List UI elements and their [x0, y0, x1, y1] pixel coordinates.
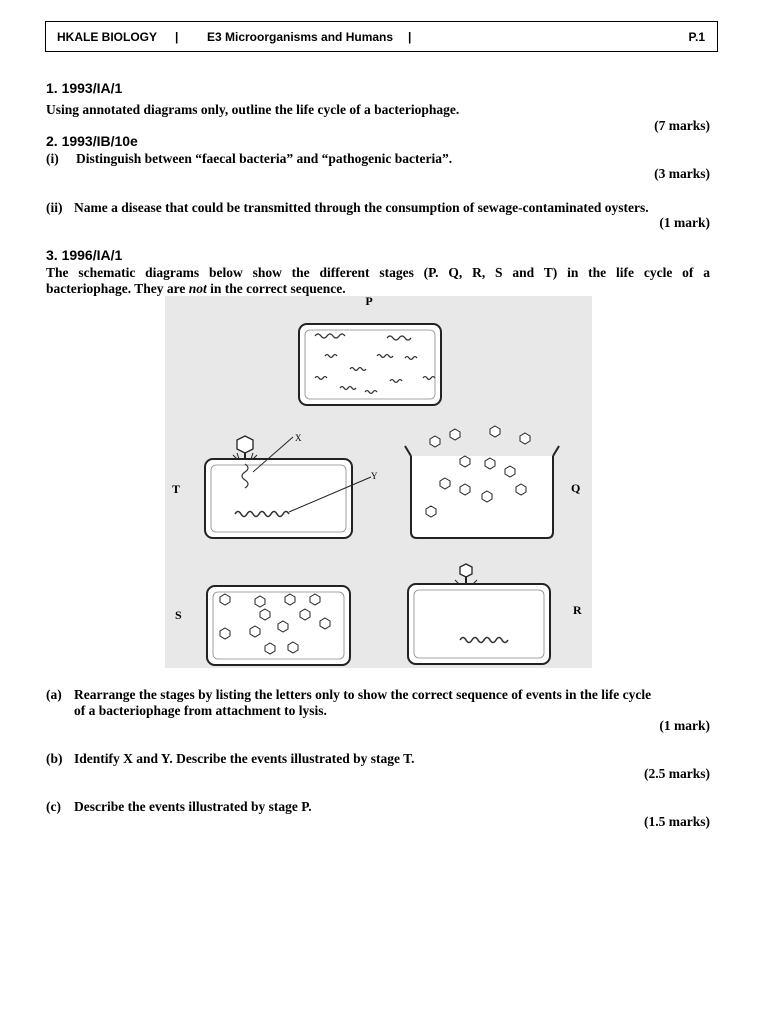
part-c-marks: (1.5 marks)	[644, 814, 710, 829]
bacteriophage-life-cycle-diagram	[165, 296, 592, 668]
question-2i-number: (i)	[46, 151, 59, 166]
question-2i-marks: (3 marks)	[654, 166, 710, 181]
stage-s-label: S	[175, 608, 182, 622]
part-a-line-1: Rearrange the stages by listing the letters only to show the correct sequence of events in the life cycle	[74, 687, 652, 702]
part-b-marks: (2.5 marks)	[644, 766, 710, 781]
question-3-intro-line-2: bacteriophage. They are not in the correct sequence.	[46, 281, 346, 296]
part-a-line-2: of a bacteriophage from attachment to lysis.	[74, 703, 327, 718]
emphasis-not: not	[188, 281, 207, 296]
label-y: Y	[371, 471, 378, 481]
header-subject: HKALE BIOLOGY	[57, 30, 158, 44]
part-a-marks: (1 mark)	[659, 718, 710, 733]
stage-t-label: T	[172, 482, 181, 496]
part-c-text: Describe the events illustrated by stage P.	[74, 799, 312, 814]
header-separator: |	[175, 30, 179, 44]
question-2ii-text: Name a disease that could be transmitted through the consumption of sewage-contaminated oysters.	[74, 200, 649, 215]
question-2ii-marks: (1 mark)	[659, 215, 710, 230]
part-c-number: (c)	[46, 799, 61, 814]
page-header	[45, 21, 718, 52]
part-b-number: (b)	[46, 751, 63, 766]
question-2-heading: 2. 1993/IB/10e	[46, 133, 138, 149]
question-1-text: Using annotated diagrams only, outline the life cycle of a bacteriophage.	[46, 102, 460, 117]
question-2ii-number: (ii)	[46, 200, 63, 215]
question-1-heading: 1. 1993/IA/1	[46, 80, 123, 96]
header-topic: E3 Microorganisms and Humans	[207, 30, 394, 44]
header-separator: |	[408, 30, 412, 44]
question-2i-text: Distinguish between “faecal bacteria” and “pathogenic bacteria”.	[76, 151, 453, 166]
stage-r-label: R	[573, 603, 582, 617]
question-3-intro-line-1: The schematic diagrams below show the different stages (P. Q, R, S and T) in the life cycle of a	[46, 265, 710, 280]
label-x: X	[295, 433, 302, 443]
stage-p-label: P	[365, 296, 373, 308]
part-a-number: (a)	[46, 687, 62, 702]
question-1-marks: (7 marks)	[654, 118, 710, 133]
header-page-number: P.1	[688, 30, 705, 44]
stage-q-label: Q	[571, 481, 581, 495]
stage-s-cell	[207, 586, 350, 665]
question-3-heading: 3. 1996/IA/1	[46, 247, 123, 263]
stage-p-cell	[299, 324, 441, 405]
part-b-text: Identify X and Y. Describe the events illustrated by stage T.	[74, 751, 415, 766]
